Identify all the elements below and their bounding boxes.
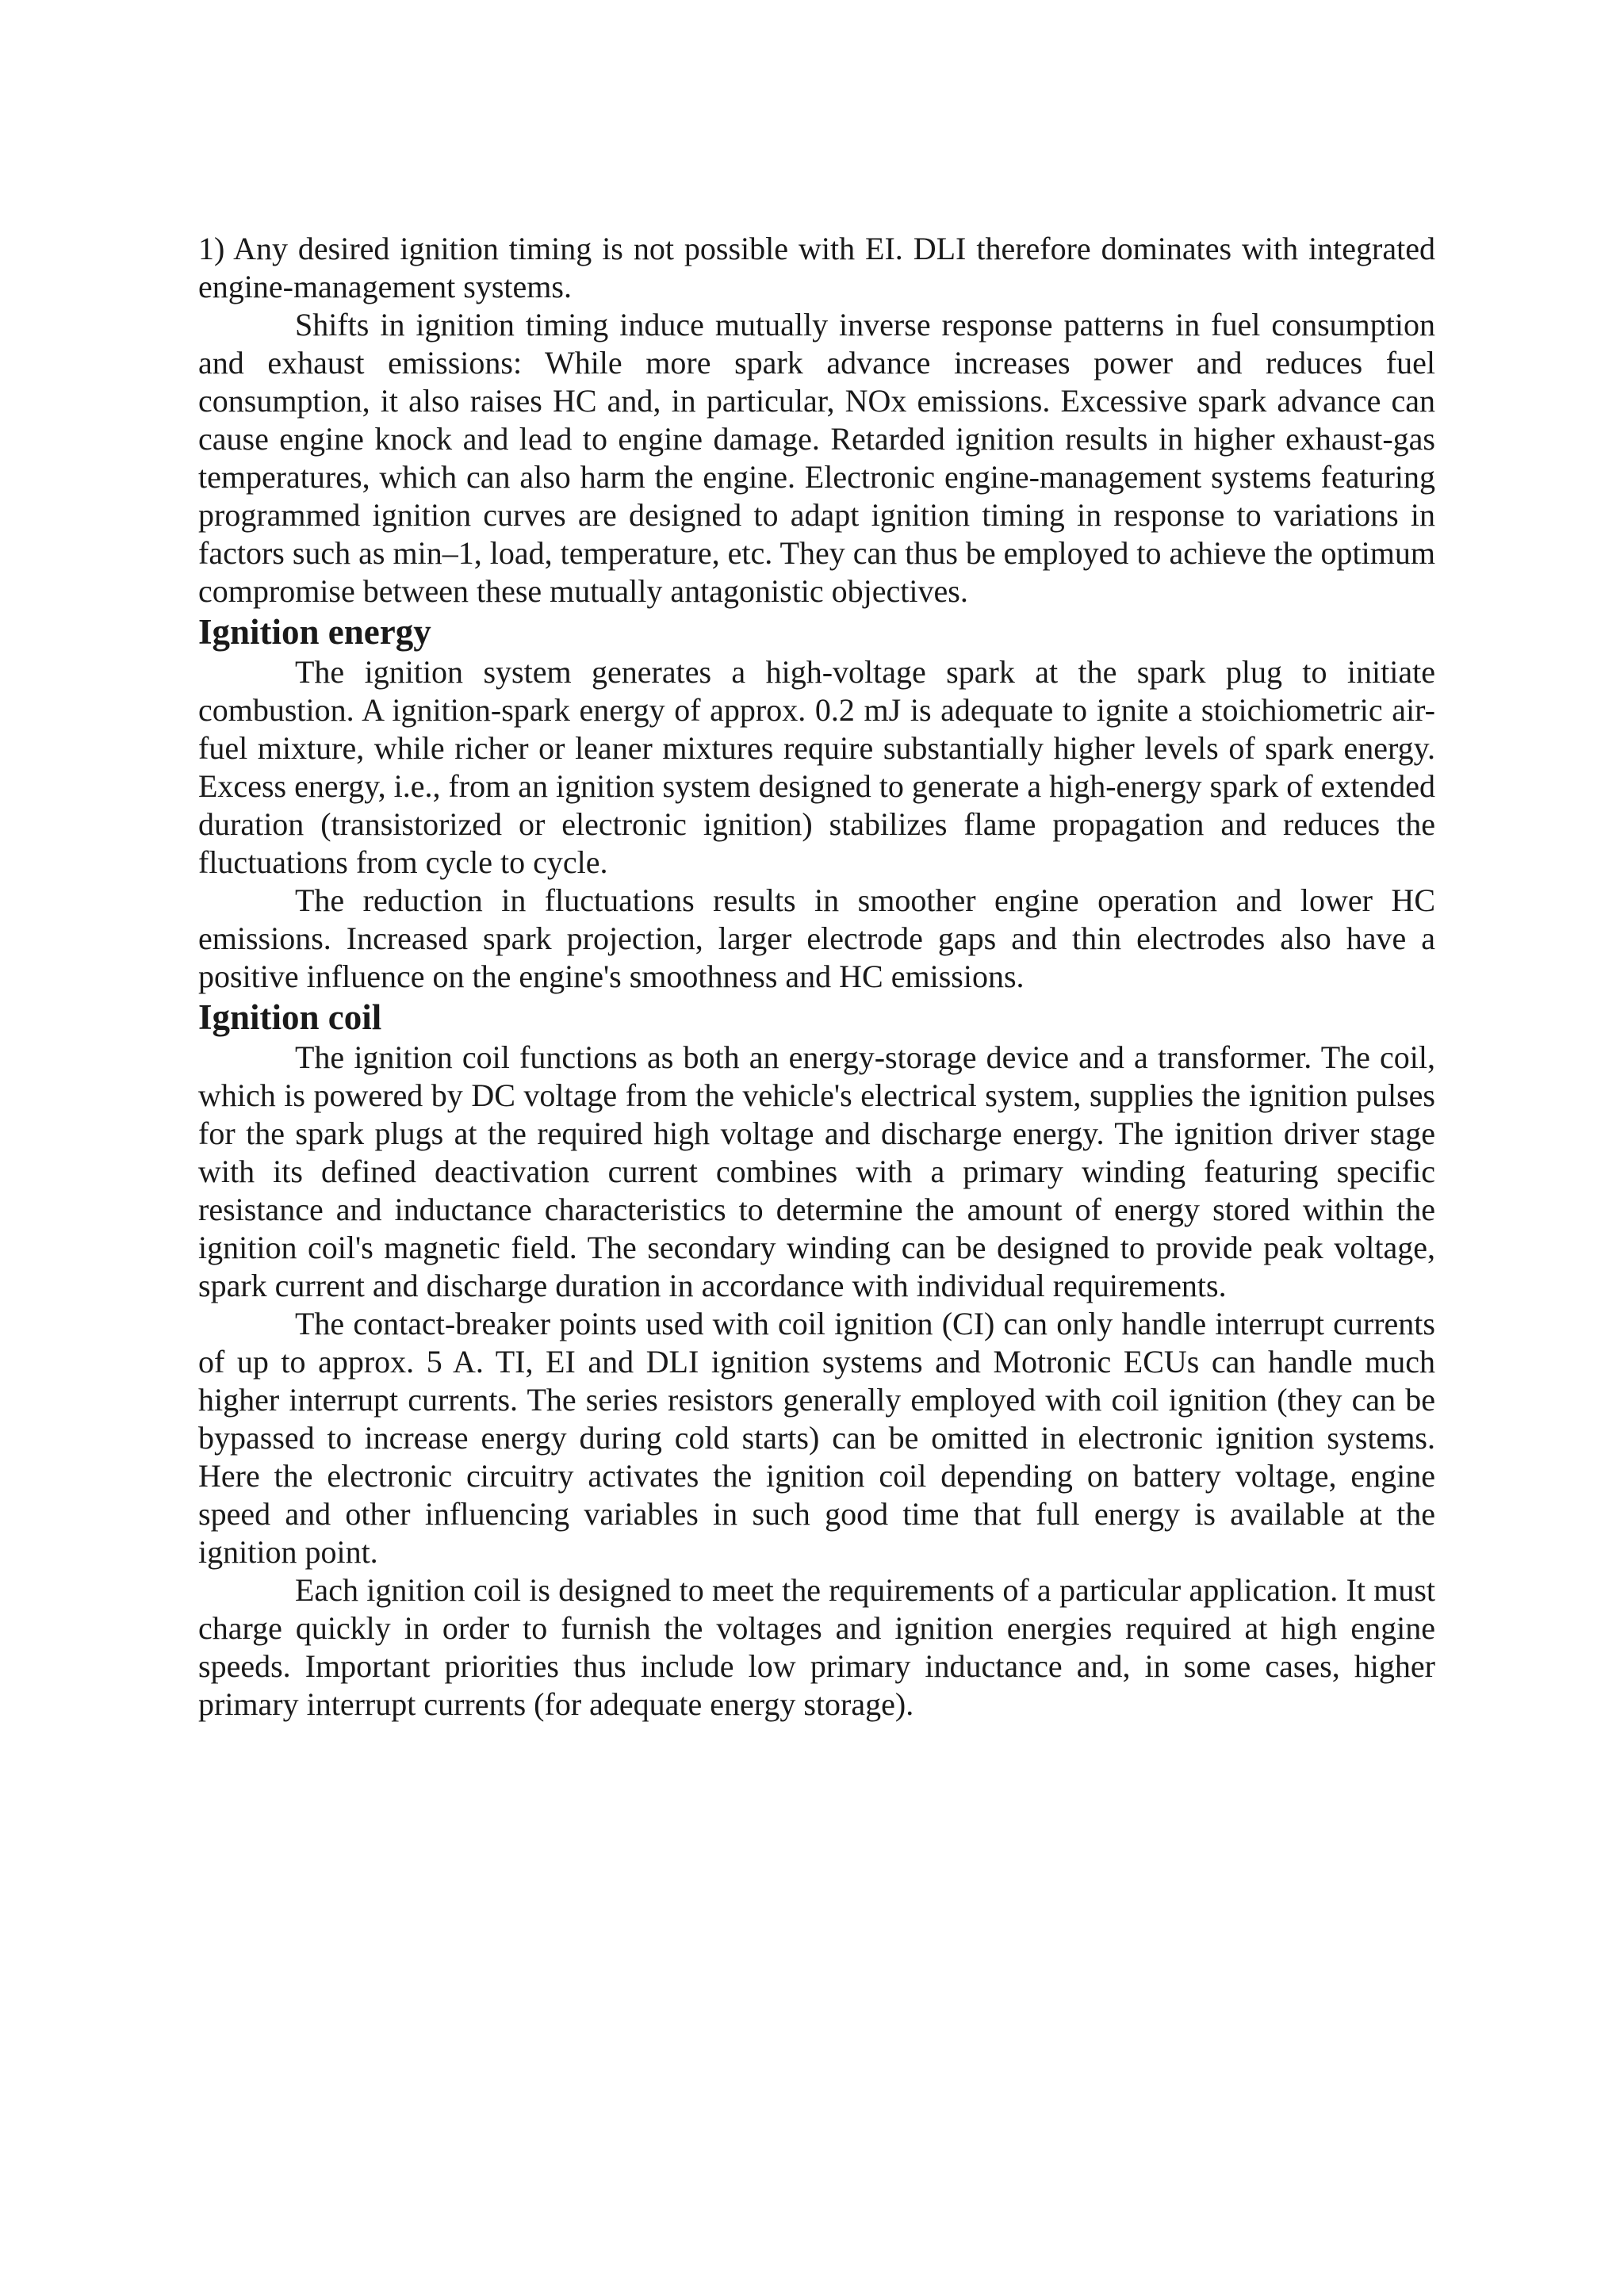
- intro-paragraph: Shifts in ignition timing induce mutually inverse response patterns in fuel consumption and exhaust emissions: While more spark advance increases power and reduces fuel consumption, it also raises HC and, in particular, NOx emissions. Excessive spark advance can cause engine knock and lead to engine damage. Retarded ignition results in higher exhaust-gas temperatures, which can also harm the engine. Electronic engine-management systems featuring programmed ignition curves are designed to adapt ignition timing in response to variations in factors such as min–1, load, temperature, etc. They can thus be employed to achieve the optimum compromise between these mutually antagonistic objectives.: [198, 307, 1435, 609]
- section-heading-ignition-energy: Ignition energy: [198, 612, 431, 652]
- section-heading-ignition-coil: Ignition coil: [198, 997, 382, 1037]
- paragraph: Each ignition coil is designed to meet the requirements of a particular application. It must charge quickly in order to furnish the voltages and ignition energies required at high engine speeds. Important priorities thus include low primary inductance and, in some cases, higher primary interrupt currents (for adequate energy storage).: [198, 1572, 1435, 1722]
- footnote: 1) Any desired ignition timing is not possible with EI. DLI therefore dominates with integrated engine-management systems.: [198, 231, 1435, 304]
- paragraph: The ignition coil functions as both an energy-storage device and a transformer. The coil, which is powered by DC voltage from the vehicle's electrical system, supplies the ignition pulses for the spark plugs at the required high voltage and discharge energy. The ignition driver stage with its defined deactivation current combines with a primary winding featuring specific resistance and inductance characteristics to determine the amount of energy stored within the ignition coil's magnetic field. The secondary winding can be designed to provide peak voltage, spark current and discharge duration in accordance with individual requirements.: [198, 1039, 1435, 1303]
- paragraph: The reduction in fluctuations results in smoother engine operation and lower HC emissions. Increased spark projection, larger electrode gaps and thin electrodes also have a positive influence on the engine's smoothness and HC emissions.: [198, 882, 1435, 994]
- paragraph: The ignition system generates a high-voltage spark at the spark plug to initiate combustion. A ignition-spark energy of approx. 0.2 mJ is adequate to ignite a stoichiometric air-fuel mixture, while richer or leaner mixtures require substantially higher levels of spark energy. Excess energy, i.e., from an ignition system designed to generate a high-energy spark of extended duration (transistorized or electronic ignition) stabilizes flame propagation and reduces the fluctuations from cycle to cycle.: [198, 654, 1435, 880]
- paragraph: The contact-breaker points used with coil ignition (CI) can only handle interrupt currents of up to approx. 5 A. TI, EI and DLI ignition systems and Motronic ECUs can handle much higher interrupt currents. The series resistors generally employed with coil ignition (they can be bypassed to increase energy during cold starts) can be omitted in electronic ignition systems. Here the electronic circuitry activates the ignition coil depending on battery voltage, engine speed and other influencing variables in such good time that full energy is available at the ignition point.: [198, 1306, 1435, 1570]
- document-page: [198, 230, 1435, 1724]
